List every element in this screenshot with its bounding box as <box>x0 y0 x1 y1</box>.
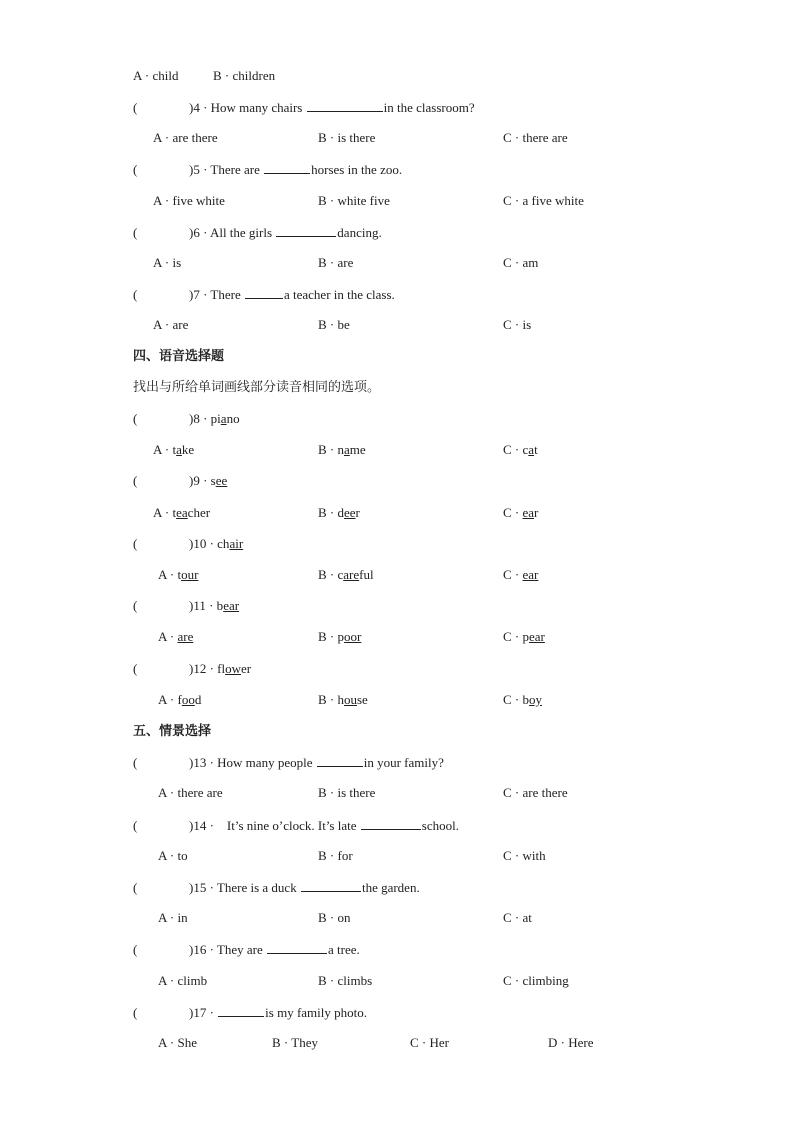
question-5: ( )5 · There are horses in the zoo. <box>133 162 403 177</box>
q9-option-c: C · ear <box>503 505 539 520</box>
question-8: ( )8 · piano <box>133 411 240 426</box>
q10-option-c: C · ear <box>503 567 539 582</box>
q14-option-a: A · to <box>158 848 188 863</box>
q16-option-a: A · climb <box>158 973 208 988</box>
answer-blank[interactable] <box>267 940 327 954</box>
q5-option-b: B · white five <box>318 193 390 208</box>
q6-option-b: B · are <box>318 255 354 270</box>
question-6: ( )6 · All the girls dancing. <box>133 225 382 240</box>
q11-option-c: C · pear <box>503 629 545 644</box>
q10-option-b: B · careful <box>318 567 374 582</box>
question-11: ( )11 · bear <box>133 598 240 613</box>
q5-option-a: A · five white <box>153 193 225 208</box>
q6-option-c: C · am <box>503 255 539 270</box>
question-15: ( )15 · There is a duck the garden. <box>133 880 420 895</box>
q15-option-a: A · in <box>158 910 188 925</box>
q12-option-a: A · food <box>158 692 202 707</box>
q8-option-b: B · name <box>318 442 366 457</box>
answer-blank[interactable] <box>245 285 283 299</box>
question-16: ( )16 · They are a tree. <box>133 942 360 957</box>
q6-option-a: A · is <box>153 255 182 270</box>
question-12: ( )12 · flower <box>133 661 252 676</box>
q9-option-b: B · deer <box>318 505 360 520</box>
answer-blank[interactable] <box>317 753 363 767</box>
answer-blank[interactable] <box>307 98 383 112</box>
section-4-title: 四、语音选择题 <box>133 349 225 364</box>
answer-blank[interactable] <box>218 1003 264 1017</box>
option-b-children: B · children <box>213 68 276 83</box>
q7-option-c: C · is <box>503 317 532 332</box>
q13-option-b: B · is there <box>318 785 376 800</box>
q7-option-b: B · be <box>318 317 350 332</box>
q4-option-a: A · are there <box>153 130 218 145</box>
answer-blank[interactable] <box>264 160 310 174</box>
question-13: ( )13 · How many people in your family? <box>133 755 444 770</box>
q12-option-b: B · house <box>318 692 368 707</box>
question-14: ( )14 · It’s nine o’clock. It’s late school. <box>133 818 459 833</box>
q8-option-a: A · take <box>153 442 195 457</box>
q17-option-a: A · She <box>158 1035 197 1050</box>
question-9: ( )9 · see <box>133 473 228 488</box>
q12-option-c: C · boy <box>503 692 542 707</box>
answer-blank[interactable] <box>361 816 421 830</box>
q11-option-a: A · are <box>158 629 194 644</box>
q8-option-c: C · cat <box>503 442 538 457</box>
section-5-title: 五、情景选择 <box>133 724 212 739</box>
q4-option-c: C · there are <box>503 130 568 145</box>
question-4: ( )4 · How many chairs in the classroom? <box>133 100 475 115</box>
q14-option-c: C · with <box>503 848 546 863</box>
section-4-instruction: 找出与所给单词画线部分读音相同的选项。 <box>133 380 381 395</box>
q5-option-c: C · a five white <box>503 193 584 208</box>
question-17: ( )17 · is my family photo. <box>133 1005 368 1020</box>
q13-option-c: C · are there <box>503 785 568 800</box>
option-a-child: A · child <box>133 68 179 83</box>
q17-option-d: D · Here <box>548 1035 594 1050</box>
question-7: ( )7 · There a teacher in the class. <box>133 287 395 302</box>
answer-blank[interactable] <box>276 223 336 237</box>
q4-option-b: B · is there <box>318 130 376 145</box>
q9-option-a: A · teacher <box>153 505 211 520</box>
q17-option-b: B · They <box>272 1035 318 1050</box>
q15-option-c: C · at <box>503 910 532 925</box>
q7-option-a: A · are <box>153 317 189 332</box>
q11-option-b: B · poor <box>318 629 362 644</box>
question-10: ( )10 · chair <box>133 536 244 551</box>
q15-option-b: B · on <box>318 910 351 925</box>
q16-option-b: B · climbs <box>318 973 373 988</box>
q14-option-b: B · for <box>318 848 353 863</box>
q13-option-a: A · there are <box>158 785 223 800</box>
q17-option-c: C · Her <box>410 1035 449 1050</box>
q16-option-c: C · climbing <box>503 973 569 988</box>
answer-blank[interactable] <box>301 878 361 892</box>
q10-option-a: A · tour <box>158 567 199 582</box>
